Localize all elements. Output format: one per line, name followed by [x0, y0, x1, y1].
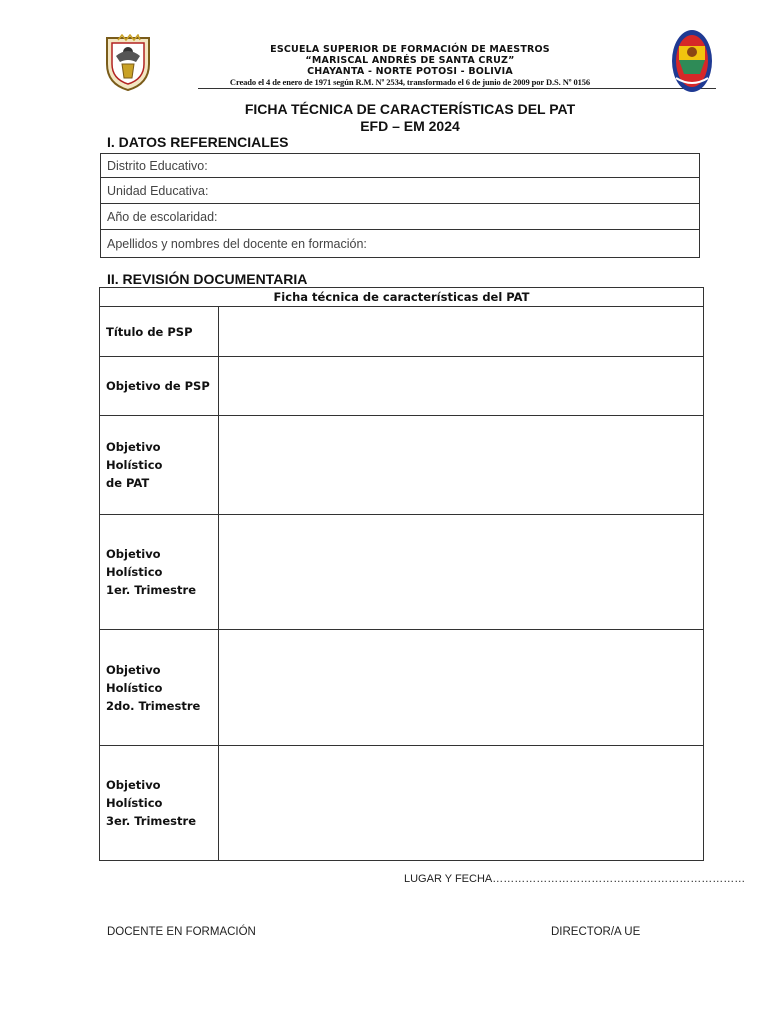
psp-objective-input[interactable] — [219, 357, 704, 416]
institution-emblem-logo — [670, 28, 714, 94]
teacher-signature-label: DOCENTE EN FORMACIÓN — [107, 926, 256, 938]
pat-holistic-objective-input[interactable] — [219, 416, 704, 515]
third-trimester-objective-input[interactable] — [219, 746, 704, 861]
table-row — [100, 515, 704, 630]
place-and-date-line[interactable]: LUGAR Y FECHA…………………………………………………………… — [404, 873, 746, 885]
table-row — [100, 307, 704, 357]
header-divider — [198, 88, 716, 89]
creation-note: Creado el 4 de enero de 1971 según R.M. Nº 2534, transformado el 6 de junio de 2009 por D.S. Nº 0156 — [229, 77, 591, 87]
referential-data-table — [100, 153, 700, 258]
table-row — [100, 630, 704, 746]
psp-title-input[interactable] — [219, 307, 704, 357]
first-trimester-objective-input[interactable] — [219, 515, 704, 630]
director-signature-label: DIRECTOR/A UE — [551, 926, 641, 938]
row-label: Objetivo Holístico 1er. Trimestre — [100, 515, 219, 630]
school-header — [160, 44, 660, 88]
row-label: Objetivo Holístico 2do. Trimestre — [100, 630, 219, 746]
table-row — [100, 357, 704, 416]
teacher-name-field[interactable]: Apellidos y nombres del docente en formación: — [101, 230, 700, 258]
row-label: Objetivo de PSP — [100, 357, 219, 416]
district-field[interactable]: Distrito Educativo: — [101, 154, 700, 178]
school-crest-logo — [104, 34, 152, 92]
section-referential-data-heading: I. DATOS REFERENCIALES — [107, 134, 289, 150]
table-row — [100, 746, 704, 861]
second-trimester-objective-input[interactable] — [219, 630, 704, 746]
pat-table-title: Ficha técnica de características del PAT — [100, 288, 704, 307]
school-subtitle: “MARISCAL ANDRÉS DE SANTA CRUZ” — [305, 55, 515, 66]
table-row — [100, 416, 704, 515]
pat-characteristics-table — [99, 287, 704, 861]
row-label: Objetivo Holístico 3er. Trimestre — [100, 746, 219, 861]
form-title: FICHA TÉCNICA DE CARACTERÍSTICAS DEL PAT — [244, 101, 576, 117]
school-location: CHAYANTA - NORTE POTOSI - BOLIVIA — [307, 66, 513, 77]
school-name: ESCUELA SUPERIOR DE FORMACIÓN DE MAESTROS — [270, 44, 550, 55]
section-documentary-review-heading: II. REVISIÓN DOCUMENTARIA — [107, 271, 308, 287]
form-subtitle: EFD – EM 2024 — [360, 118, 460, 134]
school-year-field[interactable]: Año de escolaridad: — [101, 204, 700, 230]
row-label: Título de PSP — [100, 307, 219, 357]
school-unit-field[interactable]: Unidad Educativa: — [101, 178, 700, 204]
row-label: Objetivo Holístico de PAT — [100, 416, 219, 515]
